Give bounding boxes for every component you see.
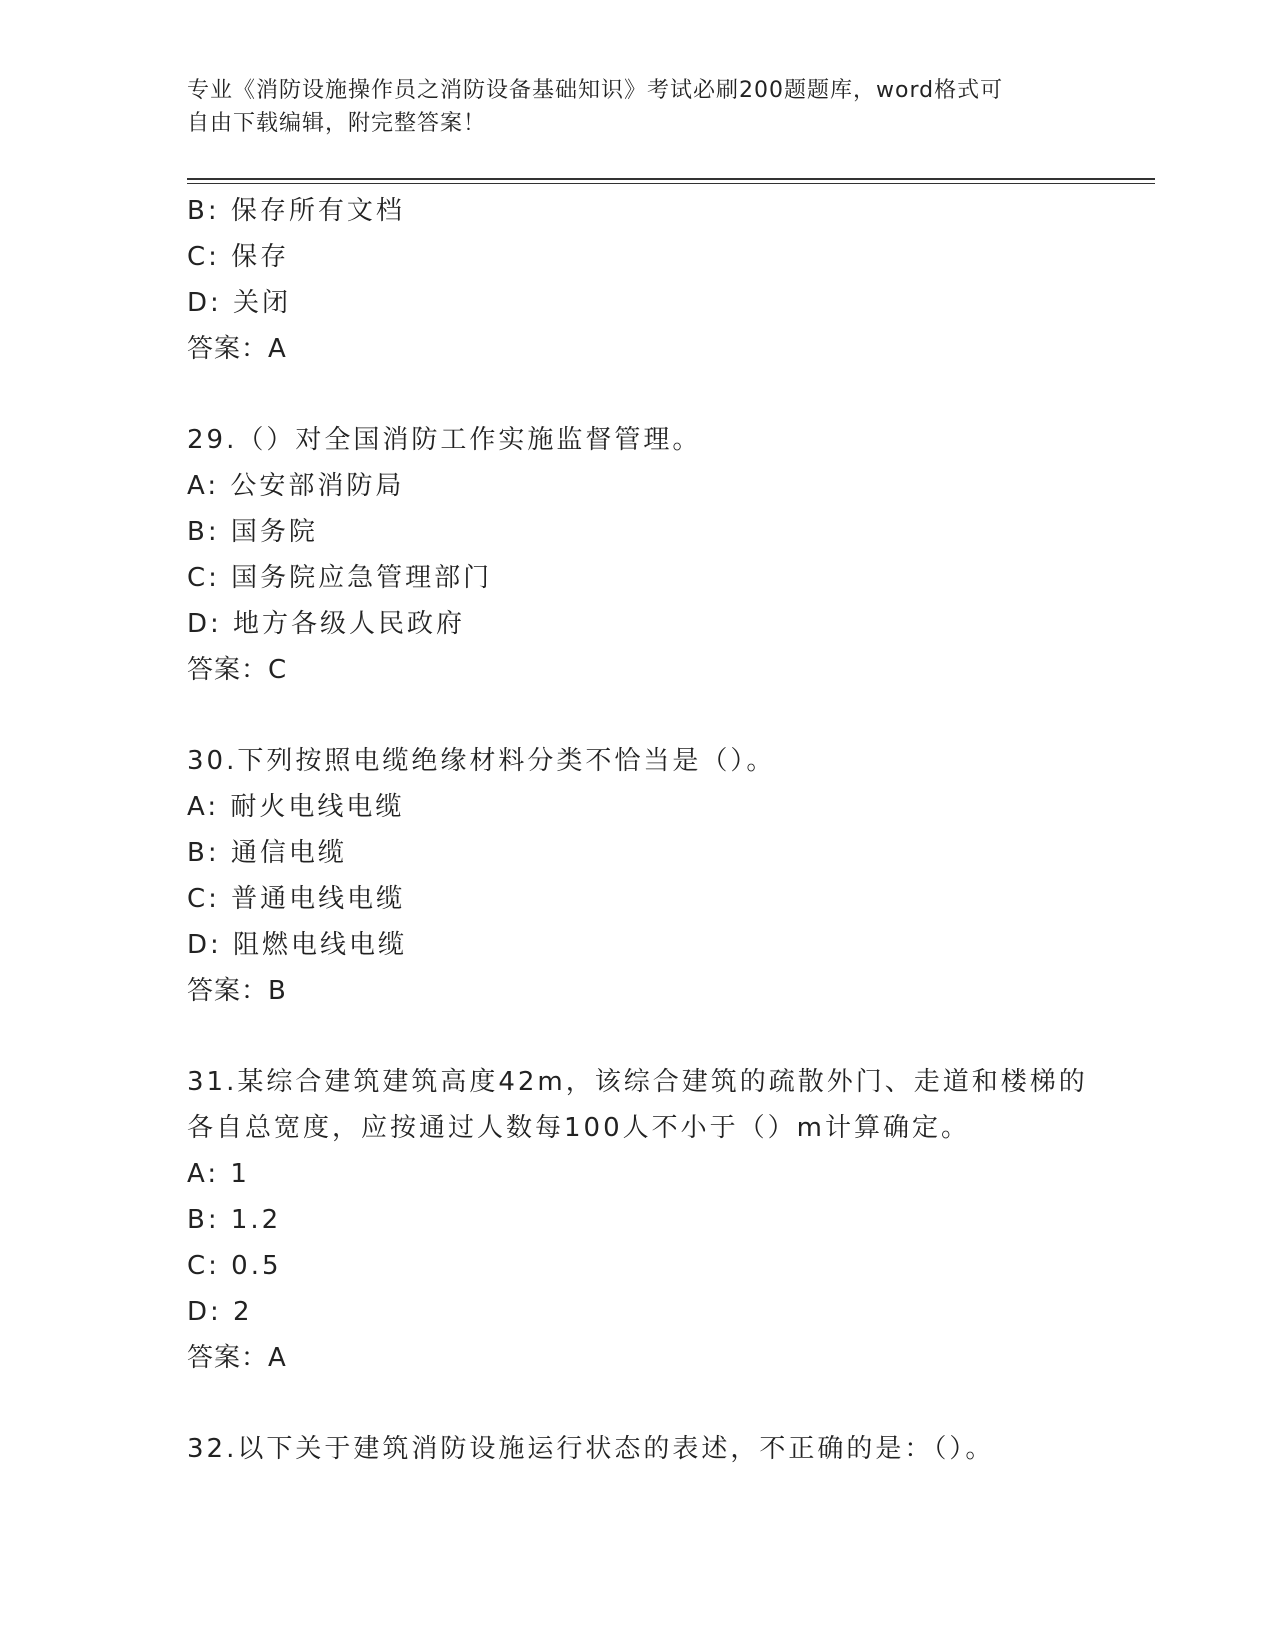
question-spacer <box>187 1014 1087 1059</box>
option-a: A: 耐火电线电缆 <box>187 792 405 822</box>
question-spacer <box>187 372 1087 417</box>
header-line-2: 自由下载编辑，附完整答案！ <box>187 111 487 136</box>
header-divider-thin <box>187 183 1155 184</box>
option-b: B: 通信电缆 <box>187 838 347 868</box>
question-30 <box>187 738 1087 1014</box>
option-c: C: 保存 <box>187 242 290 272</box>
option-c: C: 国务院应急管理部门 <box>187 563 493 593</box>
answer-line: 答案：A <box>187 1343 287 1373</box>
question-stem-line-1: 31.某综合建筑建筑高度42m，该综合建筑的疏散外门、走道和楼梯的 <box>187 1067 1088 1097</box>
question-stem-line-2: 各自总宽度，应按通过人数每100人不小于（）m计算确定。 <box>187 1113 970 1143</box>
question-stem: 30.下列按照电缆绝缘材料分类不恰当是（）。 <box>187 746 776 776</box>
option-a: A: 1 <box>187 1159 250 1189</box>
document-header <box>187 74 1067 140</box>
question-28-continued <box>187 188 1087 372</box>
option-c: C: 普通电线电缆 <box>187 884 406 914</box>
question-stem: 29.（）对全国消防工作实施监督管理。 <box>187 425 702 455</box>
question-31 <box>187 1059 1087 1381</box>
header-line-1: 专业《消防设施操作员之消防设备基础知识》考试必刷200题题库，word格式可 <box>187 78 1004 103</box>
option-d: D: 阻燃电线电缆 <box>187 930 408 960</box>
question-stem: 32.以下关于建筑消防设施运行状态的表述，不正确的是：（）。 <box>187 1434 995 1464</box>
header-divider-thick <box>187 178 1155 180</box>
question-32 <box>187 1426 1087 1472</box>
answer-line: 答案：A <box>187 334 287 364</box>
answer-line: 答案：C <box>187 655 288 685</box>
option-c: C: 0.5 <box>187 1251 282 1281</box>
option-d: D: 关闭 <box>187 288 292 318</box>
option-b: B: 1.2 <box>187 1205 282 1235</box>
question-spacer <box>187 1381 1087 1426</box>
answer-line: 答案：B <box>187 976 287 1006</box>
option-d: D: 2 <box>187 1297 253 1327</box>
option-a: A: 公安部消防局 <box>187 471 405 501</box>
question-29 <box>187 417 1087 693</box>
option-b: B: 国务院 <box>187 517 318 547</box>
question-list <box>187 188 1087 1472</box>
option-d: D: 地方各级人民政府 <box>187 609 466 639</box>
option-b: B: 保存所有文档 <box>187 196 405 226</box>
question-spacer <box>187 693 1087 738</box>
